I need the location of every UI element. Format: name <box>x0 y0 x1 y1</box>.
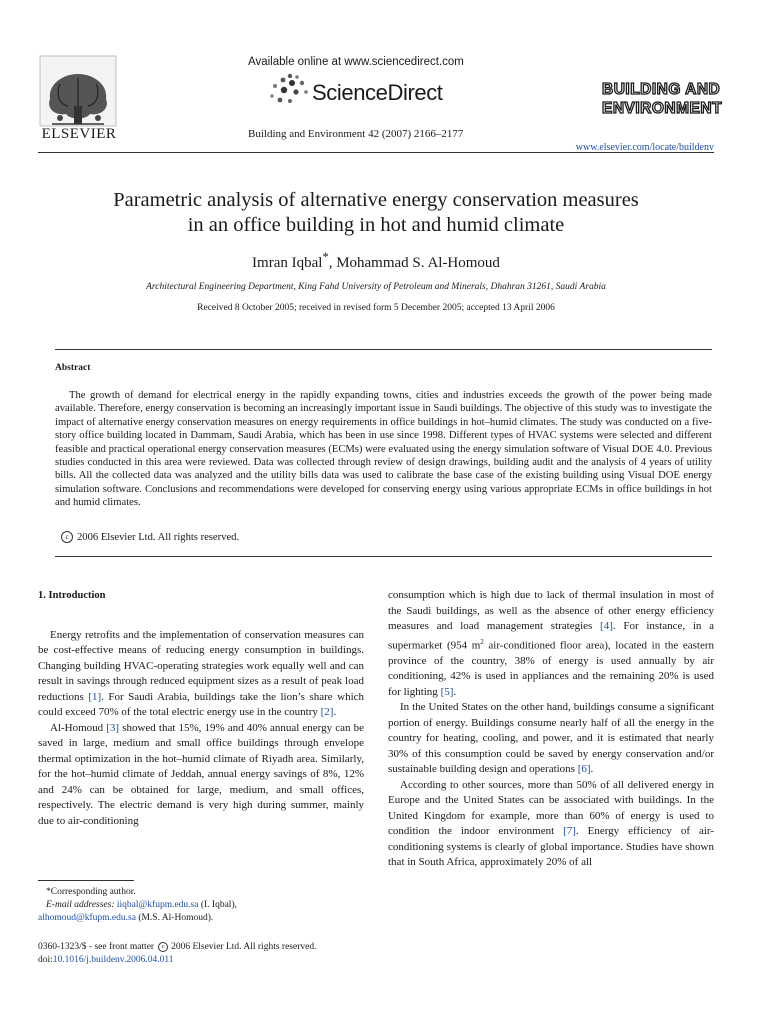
journal-logo <box>602 80 723 124</box>
paragraph: In the United States on the other hand, buildings consume a significant portion of energy. Buildings consume nearly half of all the energy in the country for heating, cooling, and power, and it is estimated that nearly 30% of this consumption could be saved by energy conservation and/or sustainable building design and operations [6]. <box>388 701 714 776</box>
citation-link[interactable]: [2] <box>320 706 334 718</box>
available-online-text: Available online at www.sciencedirect.com <box>248 56 464 68</box>
sciencedirect-name: ScienceDirect <box>312 80 443 105</box>
copyright-icon: c <box>158 942 168 952</box>
sciencedirect-dots-icon <box>266 72 310 106</box>
abstract-rule-bottom <box>55 556 712 557</box>
corresponding-author-note: *Corresponding author. <box>46 887 136 897</box>
doi-line: doi:10.1016/j.buildenv.2006.04.011 <box>38 955 174 965</box>
citation-link[interactable]: [7] <box>563 825 576 838</box>
journal-url-link[interactable]: www.elsevier.com/locate/buildenv <box>575 142 714 153</box>
citation-link[interactable]: [5] <box>440 685 454 698</box>
abstract-rule-top <box>55 349 712 350</box>
author-1: Imran Iqbal <box>252 255 323 271</box>
journal-reference: Building and Environment 42 (2007) 2166–2177 <box>248 128 464 140</box>
body-column-right <box>388 588 714 871</box>
paragraph: Energy retrofits and the implementation of conservation measures can be cost-effective means of reducing energy consumption in buildings. Changing building HVAC-operating strategies work equally well and can result in savings through reduced equipment sizes as a result of peak load reductions [1]. For Saudi Arabia, buildings take the lion’s share which could exceed 70% of the total electric energy use in the country [2]. <box>38 628 365 718</box>
header-rule <box>38 152 714 153</box>
article-title <box>38 188 714 238</box>
journal-logo-line1: BUILDING AND <box>602 81 721 98</box>
publisher-name: ELSEVIER <box>41 126 117 142</box>
citation-link[interactable]: [4] <box>600 620 613 632</box>
paragraph: Al-Homoud [3] showed that 15%, 19% and 40% annual energy can be saved in large, medium and small office buildings through envelope thermal optimization in the hot–humid climate of Riyadh area. Similarly, for the hot–humid climate of Jeddah, annual energy savings of 8%, 12% and 24% can be obtained for large, medium, and small offices, respectively. The electric demand is very high during summer, mainly due to air-conditioning <box>38 721 364 827</box>
email-link[interactable]: iiqbal@kfupm.edu.sa <box>116 900 199 910</box>
paragraph: consumption which is high due to lack of thermal insulation in most of the Saudi buildings, as well as the absence of other energy efficiency measures and load management strategies [4]. For instance, in a supermarket (954 $m^2$ air-conditioned floor area), located in the eastern province of the country, 38% of energy is used annually by air conditioning, 42% is used in appliances and the remaining 20% is used for lighting [5]. <box>388 589 714 698</box>
footnote-rule <box>38 880 134 881</box>
body-column-left <box>38 588 364 829</box>
author-list <box>38 250 714 272</box>
copyright-icon: c <box>61 531 73 543</box>
author-2: Mohammad S. Al-Homoud <box>336 255 500 271</box>
abstract-text: The growth of demand for electrical energy in the rapidly expanding towns, cities and industries exceeds the growth of the power being made available. Therefore, energy conservation is becoming an increasingly important issue in Saudi buildings. The objective of this study was to investigate the impact of alternative energy conservation measures on energy requirements in office buildings in hot–humid climates. The study was conducted on a five-story office building located in Dammam, Saudi Arabia, which has been in use since 1998. Different types of HVAC systems were selected and different feasible and practical operational energy conservation measures (ECMs) were evaluated using the energy simulation software of Visual DOE 4.0. Previous studies conducted in this area were reviewed. Data was collected through review of design drawings, building audit and the analysis of 4 years of utility bills. All the collected data was analyzed and the utility bills data was used to calibrate the base case of the existing building using Visual DOE energy simulation software. Conclusions and recommendations were developed for conserving energy using various appropriate ECMs in office buildings in hot and humid climates. <box>55 390 712 509</box>
doi-link[interactable]: 10.1016/j.buildenv.2006.04.011 <box>52 955 174 965</box>
citation-link[interactable]: [3] <box>106 721 120 734</box>
author-separator: , <box>328 255 337 271</box>
email-line: E-mail addresses: iiqbal@kfupm.edu.sa (I. Iqbal), <box>46 900 237 910</box>
abstract-copyright <box>55 531 239 543</box>
received-dates: Received 8 October 2005; received in revised form 5 December 2005; accepted 13 April 2006 <box>197 303 555 313</box>
paragraph: According to other sources, more than 50% of all delivered energy in Europe and the United States can be associated with buildings. In the United Kingdom for example, more than 60% of energy is used to condition the indoor environment [7]. Energy efficiency of air-conditioning systems is clearly of global importance. Studies have shown that in South Africa, approximately 20% of all <box>388 778 714 869</box>
affiliation: Architectural Engineering Department, King Fahd University of Petroleum and Minerals, Dhahran 31261, Saudi Arabia <box>146 282 606 292</box>
issn-doi-notes <box>38 941 364 967</box>
email-line-2: alhomoud@kfupm.edu.sa (M.S. Al-Homoud). <box>38 913 214 923</box>
citation-link[interactable]: [1] <box>88 690 102 703</box>
journal-logo-line2: ENVIRONMENT <box>602 100 723 117</box>
footnotes <box>38 886 364 925</box>
citation-link[interactable]: [6] <box>577 763 591 776</box>
email-link[interactable]: alhomoud@kfupm.edu.sa <box>38 913 136 923</box>
title-line-1: Parametric analysis of alternative energy conservation measures <box>113 189 639 211</box>
corresponding-mark[interactable]: * <box>322 250 329 264</box>
copyright-text: 2006 Elsevier Ltd. All rights reserved. <box>77 532 240 543</box>
abstract-heading: Abstract <box>55 363 91 373</box>
section-heading-introduction: 1. Introduction <box>38 590 106 601</box>
issn-line: 0360-1323/$ - see front matter c 2006 Elsevier Ltd. All rights reserved. <box>38 942 317 952</box>
title-line-2: in an office building in hot and humid climate <box>187 214 565 236</box>
